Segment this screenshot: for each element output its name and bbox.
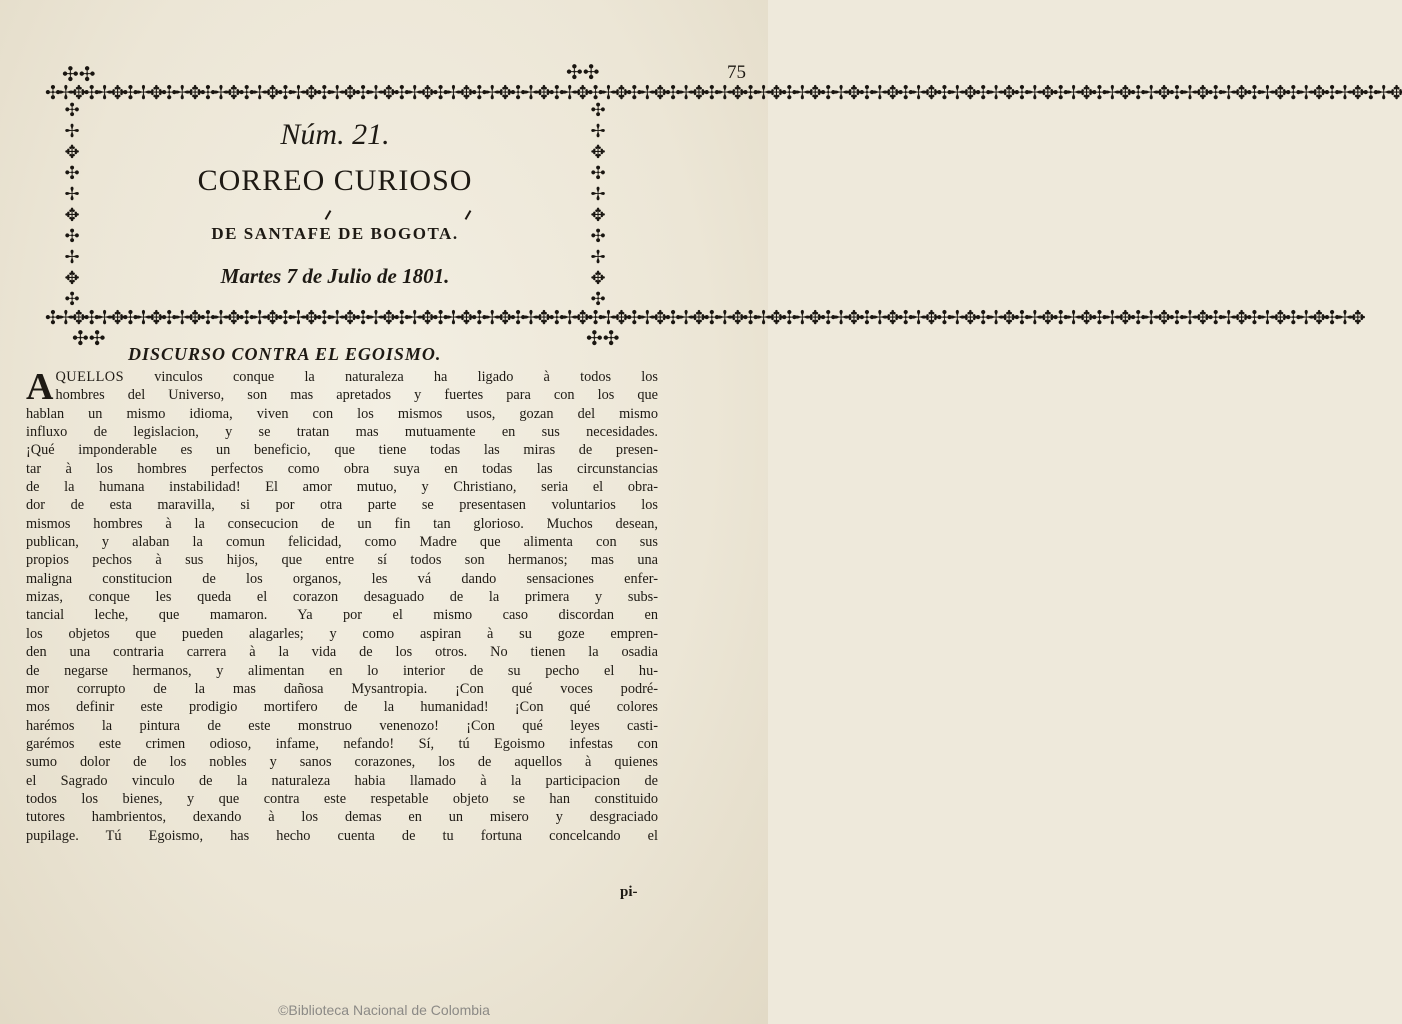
body-line: tancial leche, que mamaron. Ya por el mismo caso discordan en [26, 607, 658, 624]
body-line: todos los bienes, y que contra este respetable objeto se han constituido [26, 790, 658, 807]
body-line: ¡Qué imponderable es un beneficio, que tiene todas las miras de presen- [26, 442, 658, 459]
article-heading: DISCURSO CONTRA EL EGOISMO. [128, 344, 442, 364]
body-line: de negarse hermanos, y alimentan en lo interior de su pecho el hu- [26, 662, 658, 679]
body-line: de la humana instabilidad! El amor mutuo, y Christiano, seria el obra- [26, 479, 658, 496]
body-line: pupilage. Tú Egoismo, has hecho cuenta de tu fortuna concelcando el [26, 827, 658, 844]
ornamental-border-left: ✣ ✢ ✥ ✣ ✢ ✥ ✣ ✢ ✥ ✣ [64, 100, 80, 310]
body-line: mizas, conque les queda el corazon desaguado de la primera y subs- [26, 589, 658, 606]
body-line: AQUELLOS vinculos conque la naturaleza ha ligado à todos los [26, 366, 658, 408]
accent-mark [465, 210, 472, 220]
title-accent-marks [0, 204, 768, 224]
body-line: propios pechos à sus hijos, que entre sí todos son hermanos; mas una [26, 552, 658, 569]
ornamental-border-top: ✣✢✥✣✢✥✣✢✥✣✢✥✣✢✥✣✢✥✣✢✥✣✢✥✣✢✥✣✢✥✣✢✥✣✢✥✣✢✥✣✢✥✣✢✥✣✢✥✣✢✥✣✢✥✣✢✥✣✢✥✣✢✥✣✢✥✣✢✥✣✢✥✣✢✥✣✢✥✣✢✥✣✢✥✣✢✥✣✢✥✣✢✥✣✢✥✣✢✥✣✢✥✣✢✥ [45, 82, 1402, 104]
body-line: dor de esta maravilla, si por otra parte se presentasen voluntarios los [26, 497, 658, 514]
body-line: den una contraria carrera à la vida de los otros. No tienen la osadia [26, 644, 658, 661]
page-number: 75 [727, 62, 746, 83]
body-line: mor corrupto de la mas dañosa Mysantropia. ¡Con qué voces podré- [26, 680, 658, 697]
copyright-footer: ©Biblioteca Nacional de Colombia [278, 1002, 490, 1018]
ornamental-border-bottom: ✣✢✥✣✢✥✣✢✥✣✢✥✣✢✥✣✢✥✣✢✥✣✢✥✣✢✥✣✢✥✣✢✥✣✢✥✣✢✥✣✢✥✣✢✥✣✢✥✣✢✥✣✢✥✣✢✥✣✢✥✣✢✥✣✢✥✣✢✥✣✢✥✣✢✥✣✢✥✣✢✥✣✢✥✣✢✥✣✢✥✣✢✥✣✢✥✣✢✥✣✢✥ [45, 307, 1363, 329]
article-body [26, 368, 658, 908]
body-line: sumo dolor de los nobles y sanos corazones, los de aquellos à quienes [26, 754, 658, 771]
body-line: harémos la pintura de este monstruo venenozo! ¡Con qué leyes casti- [26, 717, 658, 734]
ornament-corner-top-right: ✣✣ [566, 60, 600, 84]
body-line: maligna constitucion de los organos, les vá dando sensaciones enfer- [26, 570, 658, 587]
body-line: hombres del Universo, son mas apretados y fuertes para con los que [55, 387, 658, 404]
body-line: mismos hombres à la consecucion de un fin tan glorioso. Muchos desean, [26, 515, 658, 532]
newspaper-title: CORREO CURIOSO [197, 164, 473, 197]
catchword: pi- [620, 884, 638, 900]
lead-word: QUELLOS [55, 369, 125, 385]
body-line: mos definir este prodigio mortifero de la humanidad! ¡Con qué colores [26, 699, 658, 716]
body-line: el Sagrado vinculo de la naturaleza habia llamado à la participacion de [26, 772, 658, 789]
ornament-corner-bottom-right: ✣✣ [586, 326, 620, 350]
body-line: los objetos que pueden alagarles; y como aspiran à su goze empren- [26, 625, 658, 642]
body-line: hablan un mismo idioma, viven con los mismos usos, gozan del mismo [26, 405, 658, 422]
issue-date: Martes 7 de Julio de 1801. [220, 264, 450, 288]
issue-number: Núm. 21. [280, 118, 390, 151]
body-line: influxo de legislacion, y se tratan mas mutuamente en sus necesidades. [26, 424, 658, 441]
ornamental-border-right: ✣ ✢ ✥ ✣ ✢ ✥ ✣ ✢ ✥ ✣ [590, 100, 606, 310]
body-line: garémos este crimen odioso, infame, nefando! Sí, tú Egoismo infestas con [26, 735, 658, 752]
ornament-corner-bottom-left: ✣✣ [72, 326, 106, 350]
body-line: publican, y alaban la comun felicidad, como Madre que alimenta con sus [26, 534, 658, 551]
accent-mark [325, 210, 332, 220]
newspaper-subtitle: DE SANTAFE DE BOGOTA. [211, 224, 459, 243]
ornament-corner-top-left: ✣✣ [62, 62, 96, 86]
drop-cap: A [26, 366, 54, 408]
body-line: tutores hambrientos, dexando à los demas en un misero y desgraciado [26, 809, 658, 826]
body-line: tar à los hombres perfectos como obra suya en todas las circunstancias [26, 460, 658, 477]
